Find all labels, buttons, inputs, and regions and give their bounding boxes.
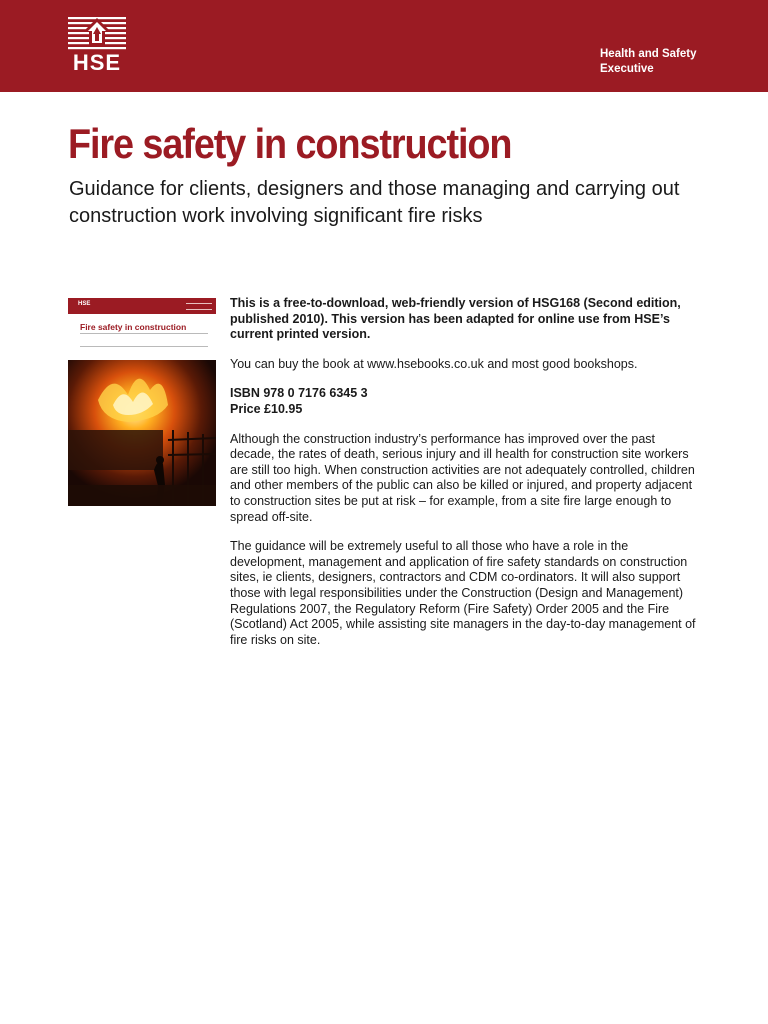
isbn-text: ISBN 978 0 7176 6345 3 — [230, 386, 368, 401]
isbn-price-block — [230, 386, 700, 417]
book-cover-image — [68, 298, 216, 506]
organization-name — [600, 47, 750, 77]
logo-text: HSE — [72, 50, 122, 75]
cover-header-bar — [68, 298, 216, 314]
body-paragraph-2: The guidance will be extremely useful to all those who have a role in the development, management and application of fire safety standards on construction sites, ie clients, designers, contractors and CDM co-ordinators. It will also support those with legal responsibilities under the Construction (Design and Management) Regulations 2007, the Regulatory Reform (Fire Safety) Order 2005 and the Fire (Scotland) Act 2005, while assisting site managers in the day-to-day management of fire risks on site. — [230, 539, 696, 647]
org-line-1: Health and Safety — [600, 48, 697, 60]
hse-logo — [66, 16, 128, 76]
fire-photo-icon — [68, 360, 216, 506]
intro-paragraph: This is a free-to-download, web-friendly version of HSG168 (Second edition, published 2010). This version has been adapted for online use from HSE’s current printed version. — [230, 296, 681, 342]
org-line-2: Executive — [600, 63, 654, 75]
body-paragraph-1: Although the construction industry’s performance has improved over the past decade, the rates of death, serious injury and ill health for construction site workers are still too high. When construction activities are not adequately controlled, children and other members of the public can also be killed or injured, and property adjacent to construction sites be put at risk – for example, from a site fire large enough to spread off-site. — [230, 431, 695, 524]
buy-paragraph: You can buy the book at www.hsebooks.co.uk and most good bookshops. — [230, 356, 638, 371]
price-text: Price £10.95 — [230, 401, 303, 416]
body-content — [230, 296, 700, 662]
cover-subtitle-lines — [80, 333, 208, 347]
cover-logo: HSE — [78, 301, 91, 307]
header-banner — [0, 0, 768, 92]
cover-title: Fire safety in construction — [80, 322, 187, 332]
page-title: Fire safety in construction — [68, 120, 512, 167]
cover-org-text — [186, 303, 212, 310]
hse-emblem-icon — [68, 16, 126, 52]
page-subtitle: Guidance for clients, designers and those managing and carrying out construction work involving significant fire risks — [69, 178, 680, 227]
